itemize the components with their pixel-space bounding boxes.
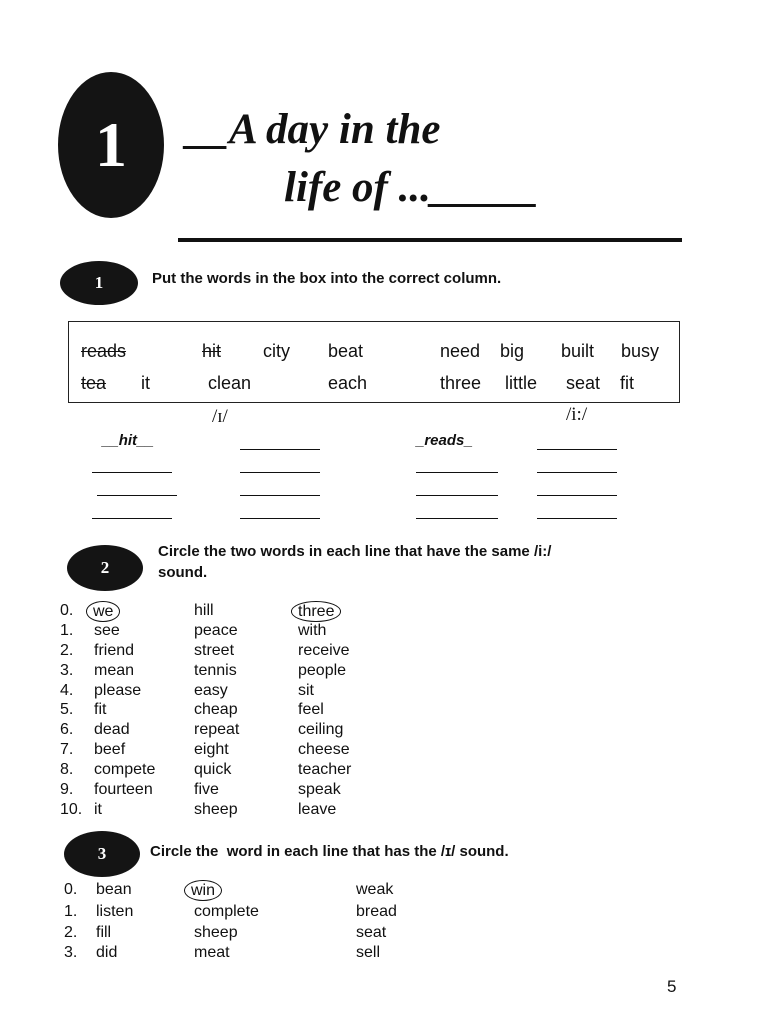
list-item: 6. dead repeat ceiling xyxy=(60,721,344,739)
answer-line[interactable] xyxy=(240,495,320,496)
exercise-1-badge xyxy=(60,261,138,305)
answer-line[interactable] xyxy=(416,518,498,519)
answer-line[interactable] xyxy=(416,495,498,496)
exercise-2-instruction: Circle the two words in each line that have the same /i:/ sound. xyxy=(158,543,552,581)
box-word: built xyxy=(561,341,595,361)
list-item: 1. listen complete bread xyxy=(64,903,397,920)
list-item: 2. fill sheep seat xyxy=(64,924,387,941)
box-word: city xyxy=(263,341,290,361)
answer-line[interactable] xyxy=(97,495,177,496)
exercise-1-instruction: Put the words in the box into the correct column. xyxy=(152,270,502,287)
exercise-3-list xyxy=(64,880,424,963)
box-word: little xyxy=(505,373,538,393)
box-word: busy xyxy=(621,341,660,361)
box-word: hit xyxy=(202,341,222,361)
answer-line[interactable] xyxy=(537,472,617,473)
list-item: 5. fit cheap feel xyxy=(60,701,324,719)
phoneme-short-heading: /ɪ/ xyxy=(212,406,228,427)
box-word: fit xyxy=(620,373,635,393)
example-long-answer: _reads_ xyxy=(416,432,473,449)
list-item: 2. friend street receive xyxy=(60,641,350,659)
circled-word[interactable]: three xyxy=(291,601,341,622)
list-item: 7. beef eight cheese xyxy=(60,741,350,759)
page-number: 5 xyxy=(667,977,677,996)
answer-line[interactable] xyxy=(240,518,320,519)
box-word: each xyxy=(328,373,368,393)
unit-title-line1: __A day in the xyxy=(186,106,441,153)
exercise-2-badge xyxy=(67,545,143,591)
phoneme-long-heading: /i:/ xyxy=(566,404,588,425)
box-word: need xyxy=(440,341,481,361)
exercise-2-number: 2 xyxy=(100,558,110,577)
unit-title-line2: life of ..._____ xyxy=(284,164,539,211)
list-item: 4. please easy sit xyxy=(60,681,314,699)
list-item: 3. mean tennis people xyxy=(60,661,347,679)
list-item: 10. it sheep leave xyxy=(60,800,337,818)
circled-word[interactable]: we xyxy=(86,601,120,622)
box-word: big xyxy=(500,341,525,361)
exercise-1-number: 1 xyxy=(94,273,104,292)
answer-line[interactable] xyxy=(92,472,172,473)
example-short-answer: __hit__ xyxy=(102,432,154,449)
list-item: 1. see peace with xyxy=(60,621,327,639)
box-word: beat xyxy=(328,341,364,361)
box-word: clean xyxy=(208,373,252,393)
answer-line[interactable] xyxy=(92,518,172,519)
answer-line[interactable] xyxy=(537,495,617,496)
list-item: 0. we hill three xyxy=(60,601,390,621)
unit-number-badge xyxy=(58,72,164,218)
exercise-3-badge xyxy=(64,831,140,877)
list-item: 9. fourteen five speak xyxy=(60,781,341,799)
exercise-3-instruction: Circle the word in each line that has the /ɪ/ sound. xyxy=(150,843,509,860)
box-word: reads xyxy=(81,341,127,361)
box-word: seat xyxy=(566,373,601,393)
circled-word[interactable]: win xyxy=(184,880,222,901)
answer-line[interactable] xyxy=(537,518,617,519)
box-word: three xyxy=(440,373,482,393)
answer-line[interactable] xyxy=(240,449,320,450)
answer-line[interactable] xyxy=(537,449,617,450)
list-item: 3. did meat sell xyxy=(64,944,381,961)
answer-line[interactable] xyxy=(240,472,320,473)
list-item: 8. compete quick teacher xyxy=(60,761,352,779)
exercise-2-list xyxy=(60,601,390,820)
exercise-3-number: 3 xyxy=(97,844,107,863)
box-word: it xyxy=(141,373,150,393)
unit-number: 1 xyxy=(95,109,127,180)
list-item: 0. bean win weak xyxy=(64,881,394,899)
box-word: tea xyxy=(81,373,107,393)
answer-line[interactable] xyxy=(416,472,498,473)
title-rule xyxy=(178,238,682,242)
